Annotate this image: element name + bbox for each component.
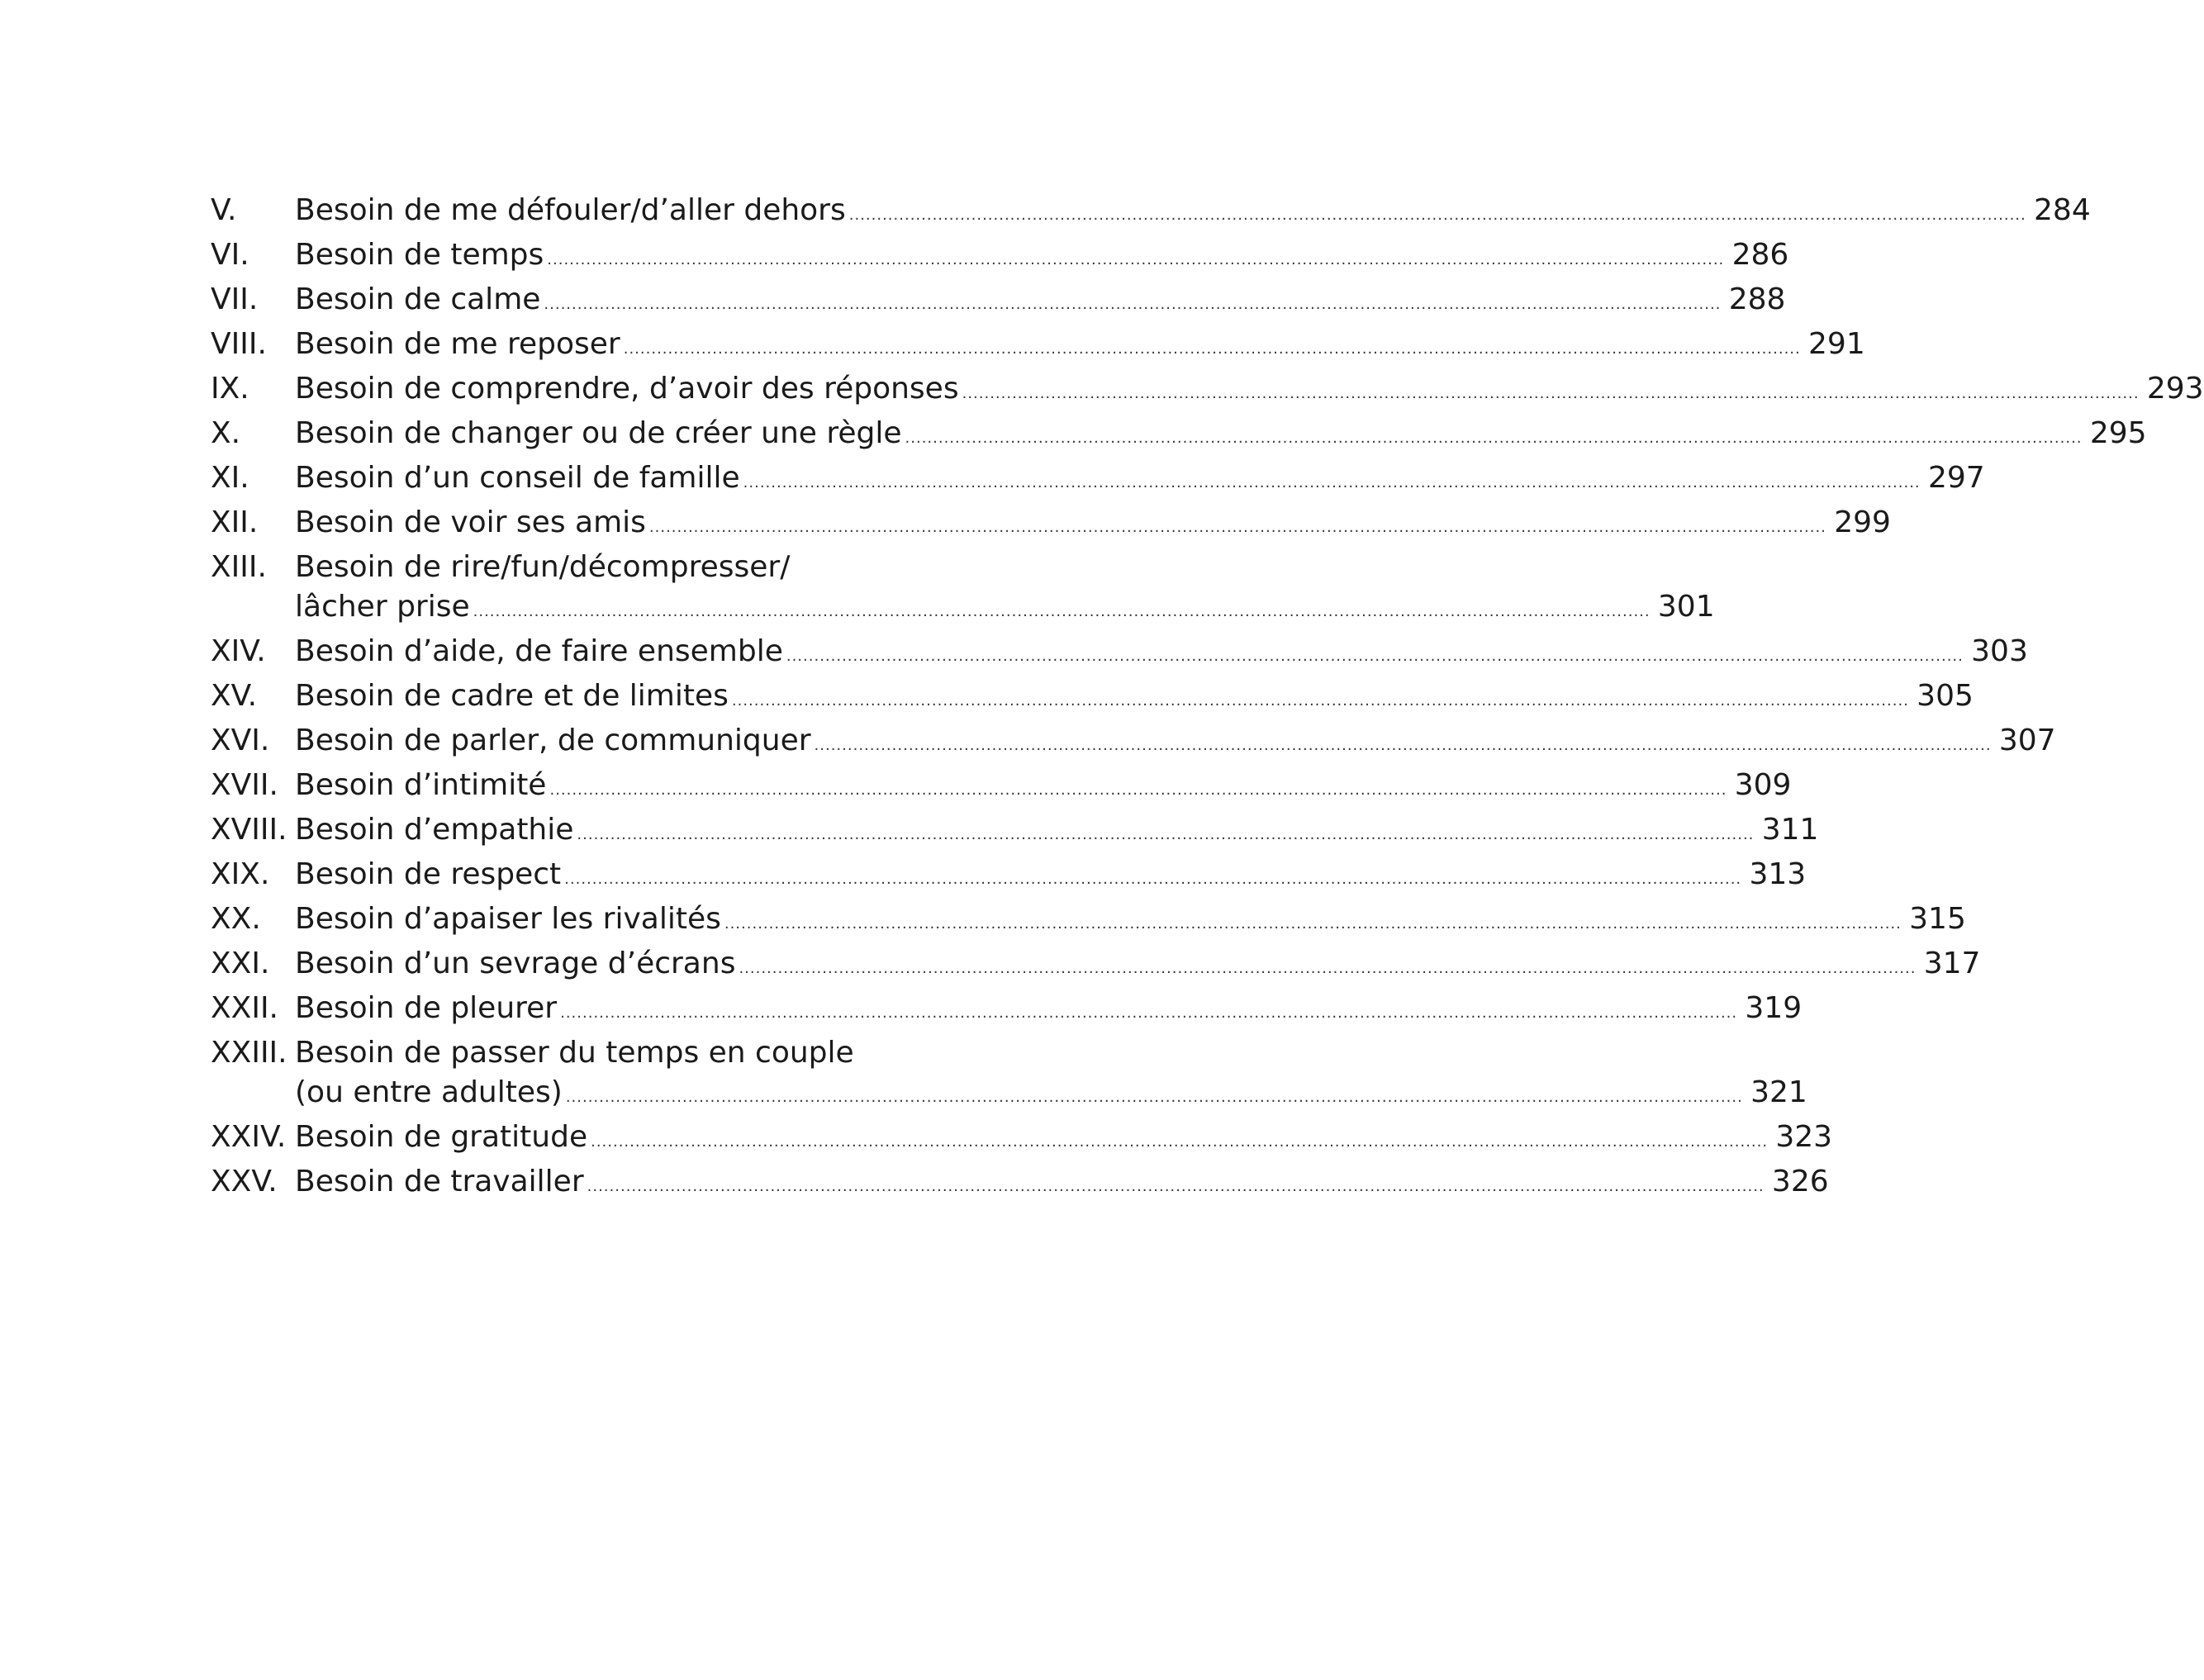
toc-entry	[211, 810, 1819, 855]
chapter-number: XI.	[211, 461, 249, 495]
chapter-number: XV.	[211, 679, 258, 713]
toc-entry	[211, 414, 2147, 458]
entry-body	[295, 899, 1966, 944]
page-number: 315	[1909, 902, 1966, 936]
entry-body	[295, 503, 1891, 548]
chapter-number: IX.	[211, 372, 249, 406]
dot-leader	[549, 771, 1727, 810]
entry-title: Besoin de voir ses amis	[295, 505, 646, 539]
entry-body	[295, 325, 1865, 369]
dot-leader	[564, 860, 1741, 899]
entry-line	[295, 587, 1715, 632]
page-number: 288	[1728, 282, 1786, 316]
entry-title: Besoin d’un conseil de famille	[295, 461, 740, 495]
chapter-number: XIII.	[211, 550, 267, 584]
dot-leader	[560, 994, 1737, 1033]
dot-leader	[473, 592, 1651, 632]
page-number: 297	[1927, 461, 1985, 495]
entry-line	[295, 989, 1803, 1033]
entry-title: Besoin de cadre et de limites	[295, 679, 729, 713]
entry-body	[295, 414, 2147, 458]
entry-title: Besoin de changer ou de créer une règle	[295, 416, 902, 450]
chapter-number: XIV.	[211, 634, 266, 668]
chapter-number: XVI.	[211, 724, 270, 757]
entry-line	[295, 414, 2147, 458]
entry-line	[295, 766, 1792, 810]
toc-entry	[211, 325, 1865, 369]
page-number: 307	[1998, 724, 2056, 757]
page-number: 291	[1808, 327, 1865, 361]
page-number: 305	[1917, 679, 1974, 713]
toc-entry	[211, 766, 1792, 810]
chapter-number: XXII.	[211, 991, 279, 1025]
dot-leader	[739, 949, 1916, 989]
entry-title: Besoin de pleurer	[295, 991, 558, 1025]
entry-title: Besoin de passer du temps en couple	[295, 1036, 854, 1070]
dot-leader	[786, 637, 1964, 676]
entry-line	[295, 721, 2056, 766]
chapter-number: XX.	[211, 902, 261, 936]
entry-line	[295, 1162, 1829, 1207]
dot-leader	[724, 904, 1902, 944]
dot-leader	[732, 681, 1909, 721]
dot-leader	[905, 419, 2083, 458]
entry-body	[295, 676, 1974, 721]
dot-leader	[624, 330, 1801, 369]
toc-entry	[211, 1162, 1829, 1207]
entry-line	[295, 280, 1786, 325]
toc-entry	[211, 369, 2204, 414]
chapter-number: VIII.	[211, 327, 267, 361]
entry-title: Besoin d’empathie	[295, 813, 574, 847]
dot-leader	[587, 1167, 1765, 1207]
entry-title: Besoin d’intimité	[295, 768, 547, 802]
table-of-contents	[211, 191, 2204, 1207]
toc-entry	[211, 1118, 1833, 1162]
entry-body	[295, 369, 2204, 414]
entry-body	[295, 810, 1819, 855]
chapter-number: XXV.	[211, 1165, 278, 1198]
entry-line	[295, 1118, 1833, 1162]
chapter-number: XXIV.	[211, 1120, 287, 1154]
entry-line	[295, 458, 1985, 503]
page-number: 293	[2146, 372, 2204, 406]
toc-entry	[211, 1033, 1807, 1118]
chapter-number: XXIII.	[211, 1036, 287, 1070]
page-number: 284	[2034, 193, 2091, 227]
entry-title: Besoin de rire/fun/décompresser/	[295, 550, 791, 584]
entry-line	[295, 855, 1807, 899]
chapter-number: V.	[211, 193, 237, 227]
chapter-number: X.	[211, 416, 241, 450]
dot-leader	[962, 374, 2140, 414]
entry-line	[295, 191, 2091, 235]
chapter-number: XII.	[211, 505, 259, 539]
entry-line	[295, 676, 1974, 721]
entry-title: Besoin d’apaiser les rivalités	[295, 902, 721, 936]
page-number: 319	[1745, 991, 1803, 1025]
chapter-number: VI.	[211, 238, 249, 272]
entry-title: Besoin de comprendre, d’avoir des réponses	[295, 372, 959, 406]
entry-line	[295, 1033, 979, 1073]
entry-line	[295, 1073, 1807, 1118]
entry-title: Besoin de respect	[295, 857, 562, 891]
entry-title: Besoin d’aide, de faire ensemble	[295, 634, 783, 668]
entry-body	[295, 989, 1803, 1033]
dot-leader	[849, 196, 2026, 235]
entry-title: Besoin de parler, de communiquer	[295, 724, 811, 757]
dot-leader	[547, 240, 1724, 280]
entry-title: Besoin de me reposer	[295, 327, 620, 361]
entry-title: Besoin de gratitude	[295, 1120, 588, 1154]
entry-line	[295, 503, 1891, 548]
entry-body	[295, 458, 1985, 503]
page-number: 326	[1771, 1165, 1829, 1198]
toc-entry	[211, 944, 1981, 989]
entry-title: (ou entre adultes)	[295, 1075, 563, 1109]
entry-line	[295, 235, 1789, 280]
entry-body	[295, 721, 2056, 766]
page-number: 317	[1923, 947, 1981, 980]
entry-title: lâcher prise	[295, 590, 470, 624]
chapter-number: XVII.	[211, 768, 278, 802]
entry-body	[295, 632, 2028, 676]
toc-entry	[211, 280, 1786, 325]
page-number: 321	[1750, 1075, 1807, 1109]
page-number: 323	[1775, 1120, 1833, 1154]
toc-entry	[211, 191, 2091, 235]
entry-body	[295, 548, 1715, 632]
entry-line	[295, 899, 1966, 944]
entry-title: Besoin d’un sevrage d’écrans	[295, 947, 736, 980]
toc-entry	[211, 235, 1789, 280]
page-number: 309	[1734, 768, 1792, 802]
entry-title: Besoin de temps	[295, 238, 544, 272]
toc-entry	[211, 721, 2056, 766]
entry-body	[295, 1033, 1807, 1118]
toc-entry	[211, 503, 1891, 548]
entry-body	[295, 766, 1792, 810]
dot-leader	[815, 726, 1992, 766]
entry-body	[295, 191, 2091, 235]
chapter-number: XVIII.	[211, 813, 287, 847]
dot-leader	[577, 815, 1754, 855]
entry-title: Besoin de calme	[295, 282, 541, 316]
chapter-number: VII.	[211, 282, 259, 316]
entry-body	[295, 280, 1786, 325]
entry-body	[295, 1162, 1829, 1207]
page-number: 286	[1731, 238, 1789, 272]
dot-leader	[566, 1078, 1743, 1118]
entry-line	[295, 325, 1865, 369]
dot-leader	[743, 463, 1921, 503]
page-number: 299	[1834, 505, 1891, 539]
entry-title: Besoin de travailler	[295, 1165, 584, 1198]
chapter-number: XIX.	[211, 857, 270, 891]
page-number: 313	[1749, 857, 1807, 891]
page-number: 301	[1657, 590, 1715, 624]
toc-entry	[211, 676, 1974, 721]
page-number: 295	[2089, 416, 2147, 450]
chapter-number: XXI.	[211, 947, 270, 980]
dot-leader	[544, 285, 1721, 325]
toc-entry	[211, 855, 1807, 899]
dot-leader	[649, 508, 1826, 548]
entry-line	[295, 369, 2204, 414]
entry-body	[295, 855, 1807, 899]
entry-body	[295, 1118, 1833, 1162]
dot-leader	[591, 1122, 1768, 1162]
entry-title: Besoin de me défouler/d’aller dehors	[295, 193, 846, 227]
toc-entry	[211, 989, 1803, 1033]
page-number: 311	[1761, 813, 1819, 847]
toc-entry	[211, 548, 1715, 632]
page-number: 303	[1971, 634, 2028, 668]
entry-line	[295, 632, 2028, 676]
toc-entry	[211, 899, 1966, 944]
entry-body	[295, 944, 1981, 989]
entry-line	[295, 548, 979, 587]
entry-line	[295, 810, 1819, 855]
toc-entry	[211, 458, 1985, 503]
toc-entry	[211, 632, 2028, 676]
entry-line	[295, 944, 1981, 989]
entry-body	[295, 235, 1789, 280]
